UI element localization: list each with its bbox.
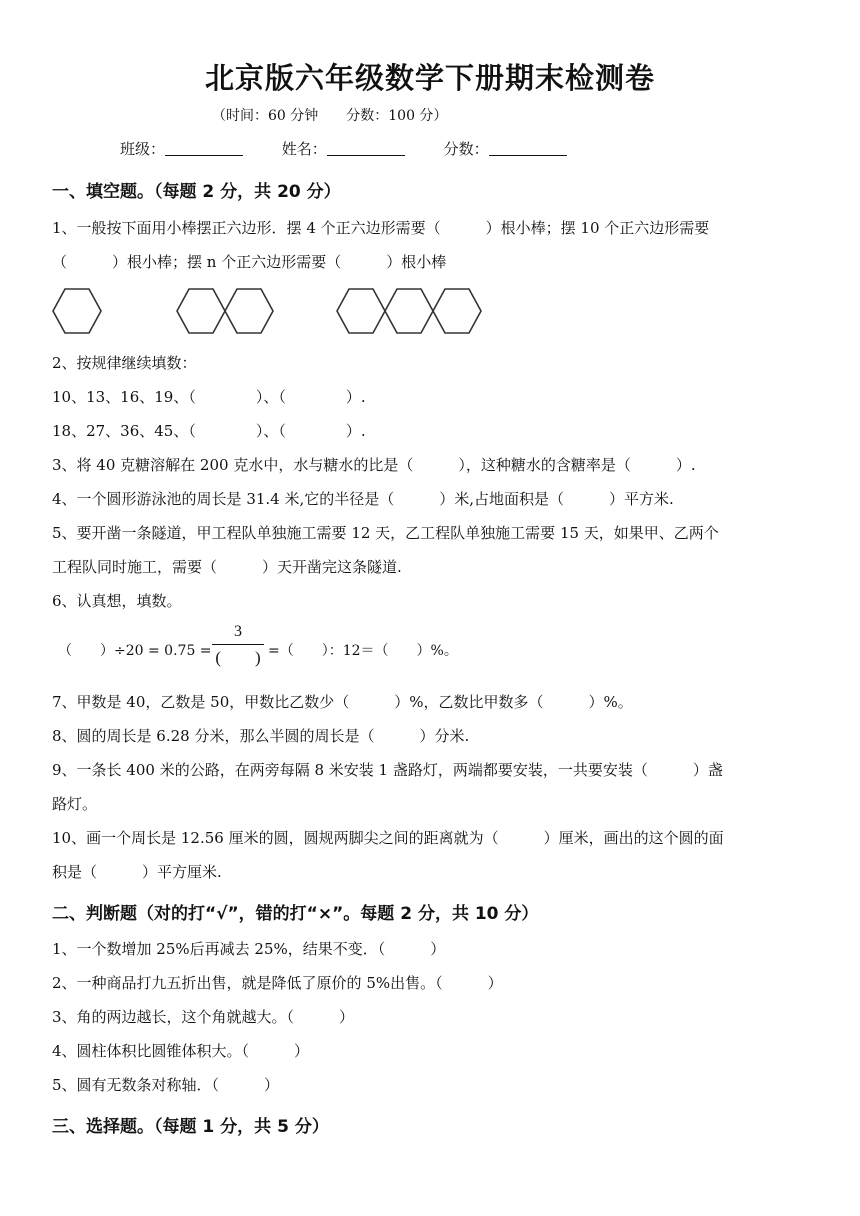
name-blank[interactable] — [327, 141, 405, 156]
q4: 4、一个圆形游泳池的周长是 31.4 米,它的半径是（ ）米,占地面积是（ ）平方米. — [52, 490, 674, 508]
score-label: 分数： — [443, 140, 489, 158]
hexagon-3b — [385, 289, 433, 333]
q6-right: =（ ）：12＝（ ）%。 — [268, 643, 458, 659]
fraction-bar — [212, 644, 264, 645]
hexagon-2b — [225, 289, 273, 333]
hexagon-figures — [50, 283, 490, 343]
time-limit: （时间：60 分钟 — [212, 108, 319, 124]
student-info — [120, 138, 601, 159]
hexagon-3c — [433, 289, 481, 333]
judge-item-1: 1、一个数增加 25%后再减去 25%，结果不变．（ ） — [52, 940, 446, 958]
q5-line1: 5、要开凿一条隧道，甲工程队单独施工需要 12 天，乙工程队单独施工需要 15 天，如果甲、乙两个 — [52, 524, 719, 542]
q6-left: （ ）÷20 = 0.75 = — [58, 643, 212, 659]
q6: 6、认真想，填数。 — [52, 592, 182, 610]
hexagon-3a — [337, 289, 385, 333]
score-blank[interactable] — [489, 141, 567, 156]
fraction-numerator: 3 — [234, 623, 242, 640]
q9-line2: 路灯。 — [52, 795, 98, 813]
q2-seq-b: 18、27、36、45、（ ）、（ ）. — [52, 422, 366, 440]
total-score: 分数：100 分） — [346, 108, 448, 124]
exam-meta — [212, 105, 447, 125]
hexagon-1 — [53, 289, 101, 333]
section3-heading: 三、选择题。（每题 1 分，共 5 分） — [52, 1117, 329, 1137]
q5-line2: 工程队同时施工，需要（ ）天开凿完这条隧道. — [52, 558, 402, 576]
fraction-denominator: ( ) — [215, 648, 261, 667]
judge-item-3: 3、角的两边越长，这个角就越大。（ ） — [52, 1008, 355, 1026]
page-title: 北京版六年级数学下册期末检测卷 — [204, 61, 655, 95]
q6-fraction — [212, 622, 264, 669]
class-blank[interactable] — [165, 141, 243, 156]
judge-item-2: 2、一种商品打九五折出售，就是降低了原价的 5%出售。（ ） — [52, 974, 503, 992]
q10-line2: 积是（ ）平方厘米. — [52, 863, 222, 881]
class-label: 班级： — [120, 140, 166, 158]
q7: 7、甲数是 40，乙数是 50，甲数比乙数少（ ）%，乙数比甲数多（ ）%。 — [52, 693, 633, 711]
q3: 3、将 40 克糖溶解在 200 克水中，水与糖水的比是（ ），这种糖水的含糖率是（ ）. — [52, 456, 696, 474]
section2-heading: 二、判断题（对的打“√”，错的打“×”。每题 2 分，共 10 分） — [52, 904, 539, 924]
section1-heading: 一、填空题。（每题 2 分，共 20 分） — [52, 182, 341, 202]
judge-item-4: 4、圆柱体积比圆锥体积大。（ ） — [52, 1042, 310, 1060]
name-label: 姓名： — [281, 140, 327, 158]
q1-line1: 1、一般按下面用小棒摆正六边形．摆 4 个正六边形需要（ ）根小棒；摆 10 个正六边形需要 — [52, 219, 710, 237]
q2-seq-a: 10、13、16、19、（ ）、（ ）. — [52, 388, 366, 406]
judge-item-5: 5、圆有无数条对称轴．（ ） — [52, 1076, 280, 1094]
q8: 8、圆的周长是 6.28 分米，那么半圆的周长是（ ）分米. — [52, 727, 470, 745]
q10-line1: 10、画一个周长是 12.56 厘米的圆，圆规两脚尖之间的距离就为（ ）厘米，画出的这个圆的面 — [52, 829, 724, 847]
hexagon-2a — [177, 289, 225, 333]
q1-line2: （ ）根小棒；摆 n 个正六边形需要（ ）根小棒 — [52, 253, 447, 271]
q9-line1: 9、一条长 400 米的公路，在两旁每隔 8 米安装 1 盏路灯，两端都要安装，一共要安装（ ）盏 — [52, 761, 723, 779]
q2: 2、按规律继续填数： — [52, 354, 197, 372]
